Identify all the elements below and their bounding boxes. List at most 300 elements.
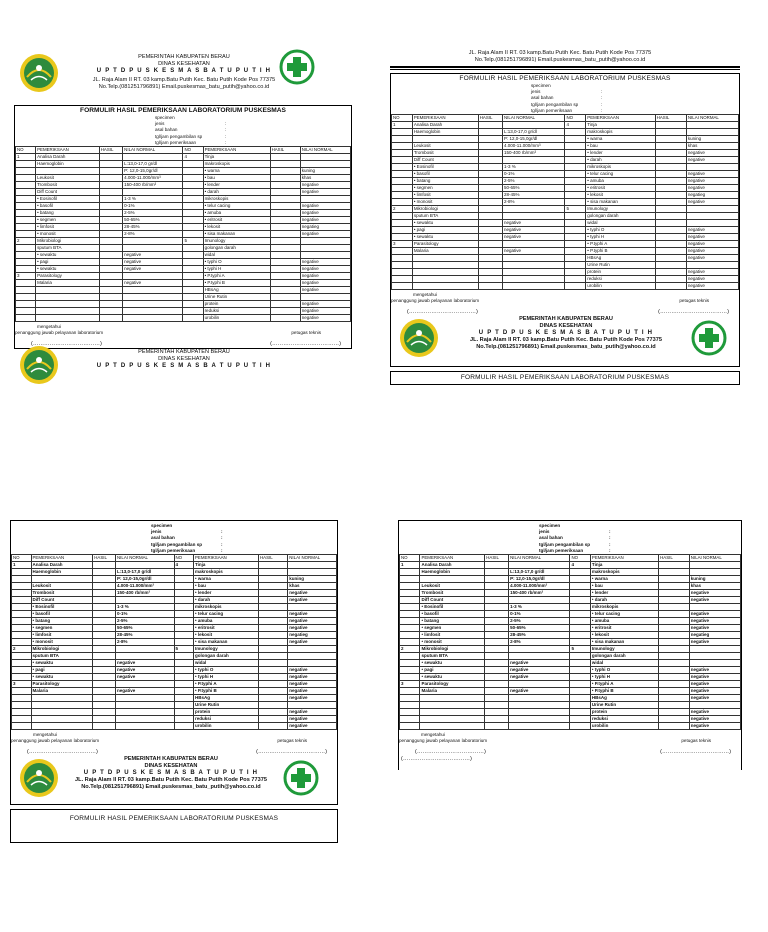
table-cell[interactable] [270, 293, 300, 300]
table-cell[interactable] [270, 167, 300, 174]
table-cell[interactable] [478, 198, 502, 205]
table-cell[interactable] [485, 659, 509, 666]
table-cell [12, 694, 32, 701]
table-cell[interactable] [659, 687, 690, 694]
table-cell[interactable] [99, 300, 122, 307]
table-cell: widal [203, 251, 270, 258]
table-cell[interactable] [259, 568, 288, 575]
table-cell[interactable] [655, 212, 686, 219]
table-cell[interactable] [478, 121, 502, 128]
table-cell[interactable] [655, 149, 686, 156]
table-cell[interactable] [659, 659, 690, 666]
table-cell: • amuba [194, 617, 259, 624]
table-cell[interactable] [478, 184, 502, 191]
table-cell[interactable] [655, 121, 686, 128]
table-cell[interactable] [485, 645, 509, 652]
table-cell[interactable] [659, 596, 690, 603]
table-cell[interactable] [485, 652, 509, 659]
table-cell[interactable] [99, 153, 122, 160]
table-cell[interactable] [93, 680, 116, 687]
table-cell [392, 254, 413, 261]
table-cell: • typhi H [590, 673, 658, 680]
table-cell[interactable] [99, 314, 122, 321]
table-cell[interactable] [655, 142, 686, 149]
table-cell [288, 659, 337, 666]
table-cell[interactable] [655, 282, 686, 289]
table-cell[interactable] [270, 279, 300, 286]
table-cell[interactable] [270, 195, 300, 202]
table-cell[interactable] [478, 156, 502, 163]
table-cell[interactable] [478, 149, 502, 156]
table-cell[interactable] [93, 589, 116, 596]
table-cell[interactable] [659, 603, 690, 610]
table-cell[interactable] [478, 135, 502, 142]
table-cell[interactable] [270, 188, 300, 195]
table-cell[interactable] [655, 275, 686, 282]
table-cell: • sewaktu [36, 265, 100, 272]
table-cell[interactable] [270, 286, 300, 293]
table-cell[interactable] [259, 708, 288, 715]
table-cell[interactable] [659, 624, 690, 631]
table-cell[interactable] [99, 286, 122, 293]
table-cell[interactable] [485, 631, 509, 638]
table-cell[interactable] [478, 212, 502, 219]
table-cell[interactable] [99, 293, 122, 300]
table-header-row [400, 554, 741, 561]
table-cell: negative [686, 156, 738, 163]
table-cell[interactable] [99, 216, 122, 223]
table-cell[interactable] [259, 659, 288, 666]
specimen-label: asal bahan [531, 95, 554, 101]
table-cell[interactable] [659, 575, 690, 582]
table-cell [400, 617, 420, 624]
table-cell[interactable] [659, 561, 690, 568]
table-cell[interactable] [270, 265, 300, 272]
letterhead-bottom [14, 349, 352, 393]
table-cell[interactable] [99, 244, 122, 251]
table-cell[interactable] [655, 135, 686, 142]
table-cell[interactable] [93, 701, 116, 708]
table-cell[interactable] [99, 160, 122, 167]
table-cell[interactable] [659, 701, 690, 708]
table-cell: protein [586, 268, 655, 275]
table-cell: Tinja [590, 561, 658, 568]
footer-title: FORMULIR HASIL PEMERIKSAAN LABORATORIUM PUSKESMAS [460, 373, 670, 381]
table-cell[interactable] [99, 167, 122, 174]
table-cell[interactable] [485, 722, 509, 729]
specimen-label: tgl/jam pemeriksaan [155, 139, 197, 145]
table-cell: negative [123, 265, 183, 272]
table-cell[interactable] [485, 694, 509, 701]
kop-line3: U P T D P U S K E S M A S B A T U P U T I H [478, 329, 654, 336]
table-cell[interactable] [655, 128, 686, 135]
table-cell: P: 12,0-15,0gr/dl [509, 575, 570, 582]
table-cell[interactable] [259, 694, 288, 701]
table-cell[interactable] [99, 202, 122, 209]
table-cell[interactable] [99, 174, 122, 181]
specimen-value: : [221, 547, 223, 553]
table-cell [686, 205, 738, 212]
table-cell [16, 223, 36, 230]
table-cell[interactable] [259, 610, 288, 617]
table-cell[interactable] [485, 638, 509, 645]
form-panel-top-right [390, 50, 740, 385]
table-cell[interactable] [655, 233, 686, 240]
table-cell: L:13,0-17,0 gr/dl [503, 128, 565, 135]
table-cell [412, 261, 478, 268]
table-cell [183, 223, 203, 230]
table-cell[interactable] [485, 610, 509, 617]
table-cell[interactable] [93, 631, 116, 638]
table-cell[interactable] [478, 170, 502, 177]
table-cell[interactable] [655, 205, 686, 212]
table-cell[interactable] [93, 652, 116, 659]
table-cell[interactable] [259, 701, 288, 708]
table-cell[interactable] [659, 610, 690, 617]
table-cell[interactable] [478, 142, 502, 149]
table-cell: negative [288, 589, 337, 596]
table-cell[interactable] [485, 561, 509, 568]
table-cell[interactable] [99, 251, 122, 258]
table-row [392, 163, 739, 170]
table-cell[interactable] [93, 603, 116, 610]
table-cell[interactable] [659, 631, 690, 638]
table-cell: khas [689, 582, 740, 589]
table-cell[interactable] [270, 272, 300, 279]
table-cell[interactable] [270, 216, 300, 223]
table-cell[interactable] [485, 575, 509, 582]
table-cell [570, 589, 590, 596]
table-cell[interactable] [485, 603, 509, 610]
table-cell[interactable] [270, 251, 300, 258]
table-cell[interactable] [99, 258, 122, 265]
table-cell[interactable] [485, 582, 509, 589]
table-header-cell: PEMERIKSAAN [194, 554, 259, 561]
table-cell[interactable] [99, 223, 122, 230]
signature-officer-label: petugas teknis [277, 737, 307, 743]
table-cell[interactable] [659, 673, 690, 680]
table-cell[interactable] [270, 153, 300, 160]
table-row [400, 673, 741, 680]
table-cell[interactable] [485, 680, 509, 687]
table-cell [412, 135, 478, 142]
table-cell[interactable] [485, 701, 509, 708]
table-cell[interactable] [478, 128, 502, 135]
table-cell[interactable] [655, 226, 686, 233]
table-cell[interactable] [93, 575, 116, 582]
table-row [392, 128, 739, 135]
table-cell[interactable] [270, 300, 300, 307]
specimen-value: : [221, 541, 223, 547]
footer-title-box [390, 371, 740, 385]
table-cell[interactable] [259, 652, 288, 659]
table-row [392, 191, 739, 198]
table-cell[interactable] [659, 680, 690, 687]
table-cell[interactable] [270, 244, 300, 251]
table-cell[interactable] [478, 219, 502, 226]
table-row [16, 223, 351, 230]
table-cell[interactable] [485, 708, 509, 715]
table-cell [36, 293, 100, 300]
table-cell: • sisa makanan [203, 230, 270, 237]
table-cell[interactable] [655, 261, 686, 268]
table-cell[interactable] [99, 272, 122, 279]
table-cell[interactable] [478, 191, 502, 198]
table-cell[interactable] [270, 181, 300, 188]
table-cell [12, 687, 32, 694]
table-cell: • lekosit [590, 631, 658, 638]
table-cell[interactable] [659, 617, 690, 624]
table-cell[interactable] [99, 195, 122, 202]
table-cell[interactable] [655, 247, 686, 254]
table-cell[interactable] [99, 188, 122, 195]
table-cell[interactable] [99, 230, 122, 237]
table-row [400, 666, 741, 673]
table-row [16, 279, 351, 286]
table-cell[interactable] [270, 237, 300, 244]
table-cell [116, 645, 175, 652]
table-cell [565, 219, 586, 226]
table-cell [12, 603, 32, 610]
table-cell[interactable] [659, 715, 690, 722]
table-cell [183, 216, 203, 223]
table-cell[interactable] [99, 307, 122, 314]
table-cell[interactable] [93, 610, 116, 617]
table-cell[interactable] [259, 589, 288, 596]
kop-line2: DINAS KESEHATAN [144, 762, 198, 769]
table-cell: Leukosit [412, 142, 478, 149]
table-cell[interactable] [93, 687, 116, 694]
table-cell [392, 163, 413, 170]
table-cell[interactable] [478, 240, 502, 247]
table-cell[interactable] [270, 202, 300, 209]
table-cell[interactable] [270, 307, 300, 314]
table-cell [36, 307, 100, 314]
table-cell[interactable] [478, 275, 502, 282]
kop-line1: PEMERINTAH KABUPATEN BERAU [138, 348, 230, 355]
table-cell[interactable] [259, 596, 288, 603]
table-cell [16, 258, 36, 265]
table-cell[interactable] [270, 223, 300, 230]
table-cell[interactable] [478, 177, 502, 184]
table-cell[interactable] [478, 261, 502, 268]
table-cell[interactable] [659, 666, 690, 673]
table-cell[interactable] [655, 198, 686, 205]
table-cell[interactable] [478, 268, 502, 275]
table-cell[interactable] [93, 694, 116, 701]
table-cell[interactable] [259, 645, 288, 652]
signature-known-label: mengetahui [421, 731, 446, 737]
table-cell[interactable] [93, 715, 116, 722]
table-cell[interactable] [485, 596, 509, 603]
table-row [400, 694, 741, 701]
table-cell[interactable] [485, 568, 509, 575]
table-cell[interactable] [259, 603, 288, 610]
table-cell[interactable] [485, 589, 509, 596]
table-cell[interactable] [93, 708, 116, 715]
table-cell[interactable] [93, 617, 116, 624]
table-row [16, 251, 351, 258]
table-cell[interactable] [659, 645, 690, 652]
table-cell[interactable] [93, 624, 116, 631]
table-cell [16, 307, 36, 314]
table-cell[interactable] [659, 722, 690, 729]
table-cell[interactable] [93, 568, 116, 575]
table-cell [174, 722, 194, 729]
table-cell[interactable] [655, 254, 686, 261]
table-cell[interactable] [485, 687, 509, 694]
table-cell[interactable] [270, 174, 300, 181]
table-cell[interactable] [270, 160, 300, 167]
table-cell[interactable] [659, 568, 690, 575]
table-cell: Tinja [586, 121, 655, 128]
table-cell [686, 121, 738, 128]
table-cell [12, 589, 32, 596]
table-cell[interactable] [259, 638, 288, 645]
table-cell: • bau [203, 174, 270, 181]
table-cell: • telur cacing [194, 610, 259, 617]
table-cell[interactable] [485, 666, 509, 673]
table-cell[interactable] [659, 694, 690, 701]
table-cell[interactable] [93, 561, 116, 568]
table-cell: • warna [586, 135, 655, 142]
table-cell[interactable] [485, 624, 509, 631]
lab-table [399, 554, 741, 730]
table-cell: widal [586, 219, 655, 226]
table-cell [392, 149, 413, 156]
table-cell [570, 610, 590, 617]
table-cell: • bau [194, 582, 259, 589]
table-cell[interactable] [259, 575, 288, 582]
table-cell[interactable] [259, 666, 288, 673]
table-cell[interactable] [259, 582, 288, 589]
table-cell: • typhi O [194, 666, 259, 673]
table-cell [503, 275, 565, 282]
table-cell[interactable] [259, 561, 288, 568]
table-cell[interactable] [478, 205, 502, 212]
table-cell[interactable] [659, 652, 690, 659]
signature-placeholder-left: (………………………………) [415, 748, 486, 755]
table-cell[interactable] [655, 163, 686, 170]
table-cell[interactable] [99, 181, 122, 188]
table-cell[interactable] [93, 666, 116, 673]
table-cell[interactable] [259, 631, 288, 638]
table-cell[interactable] [270, 209, 300, 216]
table-cell [412, 254, 478, 261]
table-cell [36, 314, 100, 321]
table-cell: Parasitology [420, 680, 485, 687]
table-row [16, 230, 351, 237]
signature-placeholder: (………………………………) [401, 755, 472, 762]
table-cell[interactable] [485, 673, 509, 680]
table-row [392, 219, 739, 226]
table-cell [288, 652, 337, 659]
table-cell[interactable] [478, 226, 502, 233]
table-cell: 5 [565, 205, 586, 212]
table-cell[interactable] [93, 638, 116, 645]
table-cell: makroskopis [203, 160, 270, 167]
table-cell[interactable] [478, 282, 502, 289]
table-cell[interactable] [99, 209, 122, 216]
table-row [12, 687, 337, 694]
table-cell[interactable] [99, 237, 122, 244]
table-cell[interactable] [270, 314, 300, 321]
specimen-label: tgl/jam pemeriksaan [151, 547, 196, 553]
table-cell[interactable] [655, 156, 686, 163]
table-cell: khas [288, 582, 337, 589]
table-cell[interactable] [659, 638, 690, 645]
table-cell[interactable] [259, 624, 288, 631]
table-cell[interactable] [270, 230, 300, 237]
table-cell[interactable] [655, 240, 686, 247]
table-cell[interactable] [259, 680, 288, 687]
table-cell[interactable] [99, 279, 122, 286]
table-cell: negative [509, 673, 570, 680]
table-cell [31, 722, 93, 729]
table-cell[interactable] [478, 163, 502, 170]
table-cell[interactable] [93, 645, 116, 652]
table-cell: • darah [586, 156, 655, 163]
table-cell [300, 160, 350, 167]
table-cell[interactable] [93, 659, 116, 666]
table-cell[interactable] [93, 673, 116, 680]
table-cell [400, 687, 420, 694]
table-cell [570, 701, 590, 708]
table-cell: P: 12,0-15,0gr/dl [123, 167, 183, 174]
table-cell[interactable] [478, 233, 502, 240]
table-cell[interactable] [655, 268, 686, 275]
table-cell[interactable] [485, 715, 509, 722]
table-cell[interactable] [93, 596, 116, 603]
table-cell[interactable] [259, 617, 288, 624]
table-cell: negative [288, 673, 337, 680]
table-cell[interactable] [655, 170, 686, 177]
table-cell [183, 258, 203, 265]
table-cell[interactable] [93, 722, 116, 729]
table-cell[interactable] [655, 219, 686, 226]
table-cell[interactable] [93, 582, 116, 589]
table-cell: negative [300, 307, 350, 314]
table-cell[interactable] [655, 191, 686, 198]
table-cell [16, 265, 36, 272]
table-cell[interactable] [655, 184, 686, 191]
table-cell[interactable] [659, 708, 690, 715]
table-cell[interactable] [655, 177, 686, 184]
table-cell[interactable] [259, 722, 288, 729]
table-cell: 2 [400, 645, 420, 652]
specimen-value: : [609, 535, 611, 541]
letterhead-text [461, 316, 671, 351]
table-cell[interactable] [259, 715, 288, 722]
table-cell[interactable] [659, 589, 690, 596]
table-cell: • P.typhi B [590, 687, 658, 694]
table-cell [12, 624, 32, 631]
kop-address: JL. Raja Alam II RT. 03 kamp.Batu Putih Kec. Batu Putih Kode Pos 77375 [75, 777, 267, 784]
table-cell[interactable] [259, 673, 288, 680]
table-cell[interactable] [478, 247, 502, 254]
table-cell[interactable] [478, 254, 502, 261]
table-cell[interactable] [99, 265, 122, 272]
table-cell[interactable] [270, 258, 300, 265]
table-row [16, 300, 351, 307]
table-cell[interactable] [259, 687, 288, 694]
table-cell[interactable] [659, 582, 690, 589]
letterhead-text [74, 349, 294, 370]
table-cell: negative [689, 617, 740, 624]
table-cell[interactable] [485, 617, 509, 624]
table-cell: • basofil [420, 610, 485, 617]
table-cell: 2 [12, 645, 32, 652]
